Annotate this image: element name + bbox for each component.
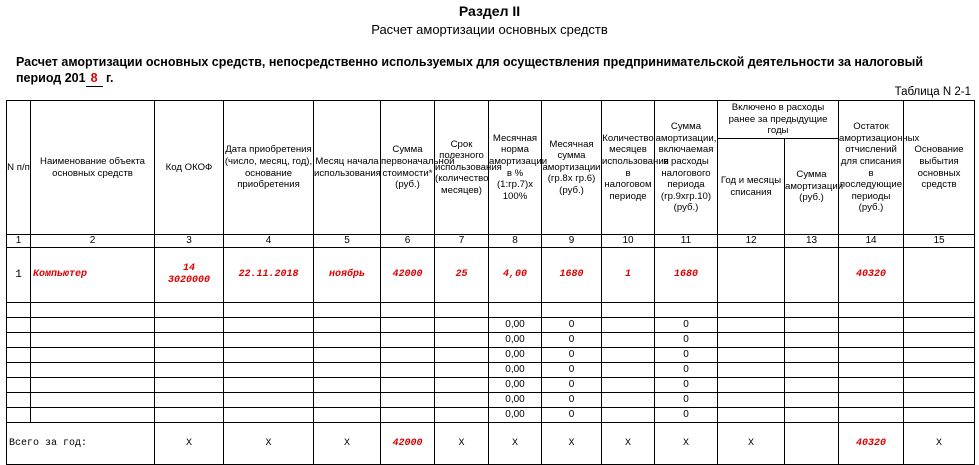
header-date: Дата приобретения (число, месяц, год), основание приобретения: [224, 101, 314, 235]
period-amort-cell[interactable]: 1680: [655, 248, 718, 303]
norm-cell[interactable]: 0,00: [489, 378, 542, 393]
col-num: 4: [224, 235, 314, 248]
row-n[interactable]: 1: [7, 248, 31, 303]
section-subtitle: Расчет амортизации основных средств: [371, 22, 608, 37]
total-x: X: [435, 423, 489, 465]
table-row: [7, 363, 975, 378]
header-disposal: Основание выбытия основных средств: [904, 101, 975, 235]
monthly-amort-cell[interactable]: 0: [542, 333, 602, 348]
okof-part-1: 14: [182, 263, 195, 274]
amortization-table: [6, 100, 975, 465]
monthly-amort-cell[interactable]: 0: [542, 378, 602, 393]
col-num: 10: [602, 235, 655, 248]
period-amort-cell[interactable]: 0: [655, 348, 718, 363]
monthly-amort-cell[interactable]: 0: [542, 348, 602, 363]
table-row: [7, 248, 975, 303]
total-prior-amort-cell[interactable]: [785, 423, 839, 465]
header-monthly: Месячная сумма амортизации (гр.8x гр.6) (руб.): [542, 101, 602, 235]
col-num: 8: [489, 235, 542, 248]
months-used-cell[interactable]: 1: [602, 248, 655, 303]
acquisition-date-cell[interactable]: 22.11.2018: [224, 248, 314, 303]
monthly-amort-cell[interactable]: 0: [542, 363, 602, 378]
okof-cell[interactable]: [155, 248, 224, 303]
monthly-amort-cell[interactable]: 0: [542, 408, 602, 423]
total-x: X: [718, 423, 785, 465]
col-num: 1: [7, 235, 31, 248]
intro-text: [16, 54, 966, 87]
header-cost: Сумма первоначальной стоимости* (руб.): [381, 101, 435, 235]
total-remaining-cell[interactable]: 40320: [839, 423, 904, 465]
header-okof: Код ОКОФ: [155, 101, 224, 235]
total-x: X: [655, 423, 718, 465]
header-term: Срок полезного использования (количество месяцев): [435, 101, 489, 235]
year-digit[interactable]: 8: [86, 70, 103, 87]
header-month: Месяц начала использования: [314, 101, 381, 235]
period-amort-cell[interactable]: 0: [655, 408, 718, 423]
col-num: 14: [839, 235, 904, 248]
table-row: [7, 393, 975, 408]
table-row: [7, 348, 975, 363]
col-num: 13: [785, 235, 839, 248]
prior-amort-cell[interactable]: [785, 248, 839, 303]
total-x: X: [155, 423, 224, 465]
col-num: 12: [718, 235, 785, 248]
norm-cell[interactable]: 0,00: [489, 393, 542, 408]
initial-cost-cell[interactable]: 42000: [381, 248, 435, 303]
intro-main: Расчет амортизации основных средств, непосредственно используемых для осуществления предпринимательской деятельности за налоговый период 201: [16, 55, 924, 85]
norm-cell[interactable]: 0,00: [489, 408, 542, 423]
header-norm: Месячная норма амортизации в % (1:гр.7)x 100%: [489, 101, 542, 235]
col-num: 3: [155, 235, 224, 248]
write-off-period-cell[interactable]: [718, 248, 785, 303]
intro-suffix: г.: [106, 71, 114, 85]
norm-cell[interactable]: 0,00: [489, 348, 542, 363]
period-amort-cell[interactable]: 0: [655, 378, 718, 393]
norm-cell[interactable]: 4,00: [489, 248, 542, 303]
column-numbers-row: [7, 235, 975, 248]
period-amort-cell[interactable]: 0: [655, 393, 718, 408]
okof-part-2: 3020000: [167, 275, 210, 286]
header-months: Количество месяцев использования в налоговом периоде: [602, 101, 655, 235]
monthly-amort-cell[interactable]: 0: [542, 393, 602, 408]
col-num: 2: [31, 235, 155, 248]
col-num: 6: [381, 235, 435, 248]
monthly-amort-cell[interactable]: 1680: [542, 248, 602, 303]
col-num: 15: [904, 235, 975, 248]
total-x: X: [314, 423, 381, 465]
col-num: 11: [655, 235, 718, 248]
total-x: X: [904, 423, 975, 465]
col-num: 9: [542, 235, 602, 248]
header-name: Наименование объекта основных средств: [31, 101, 155, 235]
period-amort-cell[interactable]: 0: [655, 318, 718, 333]
remaining-cell[interactable]: 40320: [839, 248, 904, 303]
total-x: X: [489, 423, 542, 465]
header-prior-years: Включено в расходы ранее за предыдущие годы: [718, 101, 839, 139]
total-cost-cell[interactable]: 42000: [381, 423, 435, 465]
header-n: N п/п: [7, 101, 31, 235]
total-label: Всего за год:: [7, 423, 155, 465]
table-row: [7, 378, 975, 393]
useful-life-cell[interactable]: 25: [435, 248, 489, 303]
col-num: 5: [314, 235, 381, 248]
monthly-amort-cell[interactable]: 0: [542, 318, 602, 333]
table-row: [7, 333, 975, 348]
start-month-cell[interactable]: ноябрь: [314, 248, 381, 303]
norm-cell[interactable]: 0,00: [489, 318, 542, 333]
table-number: Таблица N 2-1: [894, 86, 971, 98]
total-x: X: [602, 423, 655, 465]
col-num: 7: [435, 235, 489, 248]
total-x: X: [542, 423, 602, 465]
header-amort: Сумма амортизации, включаемая в расходы налогового периода (гр.9xгр.10) (руб.): [655, 101, 718, 235]
total-x: X: [224, 423, 314, 465]
norm-cell[interactable]: 0,00: [489, 363, 542, 378]
period-amort-cell[interactable]: 0: [655, 363, 718, 378]
table-row: [7, 303, 975, 318]
disposal-cell[interactable]: [904, 248, 975, 303]
asset-name-cell[interactable]: Компьютер: [31, 248, 155, 303]
header-prior-amort: Сумма амортизации (руб.): [785, 139, 839, 235]
norm-cell[interactable]: 0,00: [489, 333, 542, 348]
period-amort-cell[interactable]: 0: [655, 333, 718, 348]
header-write-off-period: Год и месяцы списания: [718, 139, 785, 235]
section-title: Раздел II: [458, 3, 521, 19]
total-row: [7, 423, 975, 465]
header-remain: Остаток амортизационных отчислений для списания в последующие периоды (руб.): [839, 101, 904, 235]
table-row: [7, 318, 975, 333]
table-row: [7, 408, 975, 423]
